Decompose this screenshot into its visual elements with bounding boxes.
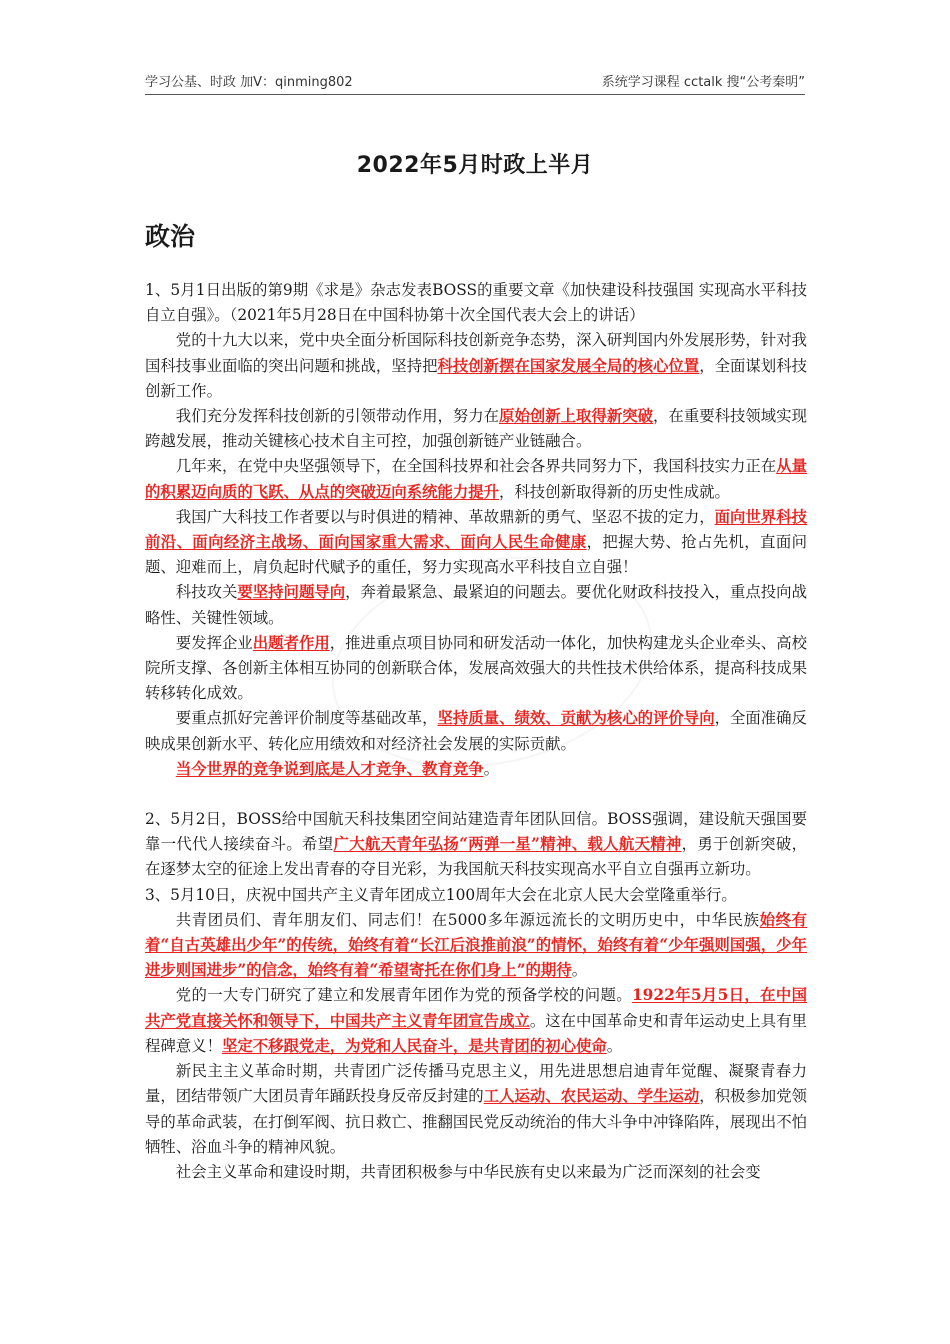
highlight: 坚定不移跟党走，为党和人民奋斗，是共青团的初心使命	[221, 1036, 607, 1055]
item-3-heading: 3、5月10日，庆祝中国共产主义青年团成立100周年大会在北京人民大会堂隆重举行。	[145, 885, 737, 904]
document-body	[145, 278, 807, 1185]
section-heading: 政治	[145, 222, 196, 251]
highlight: 工人运动、农民运动、学生运动	[483, 1087, 700, 1106]
paragraph: 共青团员们、青年朋友们、同志们！在5000多年源远流长的文明历史中，中华民族始终有着“自古英雄出少年”的传统，始终有着“长江后浪推前浪”的情怀，始终有着“少年强则国强，少年进步则国进步”的信念，始终有着“希望寄托在你们身上”的期待。	[145, 910, 807, 980]
highlight: 从量的积累迈向质的飞跃、从点的突破迈向系统能力提升	[145, 457, 807, 501]
page-header	[145, 70, 805, 92]
paragraph: 科技攻关要坚持问题导向，奔着最紧急、最紧迫的问题去。要优化财政科技投入，重点投向战略性、关键性领域。	[145, 583, 807, 627]
highlight: 坚持质量、绩效、贡献为核心的评价导向	[437, 709, 715, 728]
highlight: 当今世界的竞争说到底是人才竞争、教育竞争	[175, 759, 484, 778]
paragraph: 党的十九大以来，党中央全面分析国际科技创新竞争态势，深入研判国内外发展形势，针对我国科技事业面临的突出问题和挑战，坚持把科技创新摆在国家发展全局的核心位置，全面谋划科技创新工作。	[145, 331, 807, 400]
header-right-text: 系统学习课程 cctalk 搜“公考秦明”	[601, 75, 805, 90]
header-left-text: 学习公基、时政 加V：qinming802	[145, 75, 353, 90]
highlight: 始终有着“自古英雄出少年”的传统，始终有着“长江后浪推前浪”的情怀，始终有着“少年强则国强，少年进步则国进步”的信念，始终有着“希望寄托在你们身上”的期待	[145, 910, 807, 980]
paragraph: 我们充分发挥科技创新的引领带动作用，努力在原始创新上取得新突破，在重要科技领域实现跨越发展，推动关键核心技术自主可控，加强创新链产业链融合。	[145, 407, 807, 451]
highlight: 出题者作用	[252, 633, 330, 652]
highlight: 1922年5月5日，在中国共产党直接关怀和领导下，中国共产主义青年团宣告成立	[145, 986, 807, 1030]
item-1-heading: 1、5月1日出版的第9期《求是》杂志发表BOSS的重要文章《加快建设科技强国 实现高水平科技自立自强》。（2021年5月28日在中国科协第十次全国代表大会上的讲话）	[145, 281, 807, 325]
highlight: 面向世界科技前沿、面向经济主战场、面向国家重大需求、面向人民生命健康	[145, 507, 807, 552]
highlight: 科技创新摆在国家发展全局的核心位置	[437, 356, 700, 375]
paragraph: 要重点抓好完善评价制度等基础改革，坚持质量、绩效、贡献为核心的评价导向，全面准确反映成果创新水平、转化应用绩效和对经济社会发展的实际贡献。	[145, 709, 807, 753]
highlight: 要坚持问题导向	[237, 583, 346, 602]
paragraph: 几年来，在党中央坚强领导下，在全国科技界和社会各界共同努力下，我国科技实力正在从量的积累迈向质的飞跃、从点的突破迈向系统能力提升，科技创新取得新的历史性成就。	[145, 457, 807, 501]
paragraph: 我国广大科技工作者要以与时俱进的精神、革故鼎新的勇气、坚忍不拔的定力，面向世界科技前沿、面向经济主战场、面向国家重大需求、面向人民生命健康，把握大势、抢占先机，直面问题、迎难而上，肩负起时代赋予的重任，努力实现高水平科技自立自强！	[145, 507, 807, 577]
item-2-paragraph: 2、5月2日，BOSS给中国航天科技集团空间站建造青年团队回信。BOSS强调，建设航天强国要靠一代代人接续奋斗。希望广大航天青年弘扬“两弹一星”精神、载人航天精神，勇于创新突破，在逐梦太空的征途上发出青春的夺目光彩，为我国航天科技实现高水平自立自强再立新功。	[145, 810, 807, 879]
paragraph: 新民主主义革命时期，共青团广泛传播马克思主义，用先进思想启迪青年觉醒、凝聚青春力量，团结带领广大团员青年踊跃投身反帝反封建的工人运动、农民运动、学生运动，积极参加党领导的革命武装，在打倒军阀、抗日救亡、推翻国民党反动统治的伟大斗争中冲锋陷阵，展现出不怕牺牲、浴血斗争的精神风貌。	[145, 1062, 807, 1156]
spacer	[145, 782, 807, 807]
header-divider	[145, 94, 805, 95]
paragraph: 要发挥企业出题者作用，推进重点项目协同和研发活动一体化，加快构建龙头企业牵头、高校院所支撑、各创新主体相互协同的创新联合体，发展高效强大的共性技术供给体系，提高科技成果转移转化成效。	[145, 633, 807, 703]
highlight: 广大航天青年弘扬“两弹一星”精神、载人航天精神	[333, 835, 682, 854]
document-title: 2022年5月时政上半月	[356, 153, 594, 178]
paragraph: 当今世界的竞争说到底是人才竞争、教育竞争。	[175, 759, 500, 778]
paragraph: 社会主义革命和建设时期，共青团积极参与中华民族有史以来最为广泛而深刻的社会变	[175, 1162, 761, 1181]
paragraph: 党的一大专门研究了建立和发展青年团作为党的预备学校的问题。1922年5月5日，在中国共产党直接关怀和领导下，中国共产主义青年团宣告成立。这在中国革命史和青年运动史上具有里程碑意义！坚定不移跟党走，为党和人民奋斗，是共青团的初心使命。	[145, 986, 807, 1055]
highlight: 原始创新上取得新突破	[499, 407, 654, 426]
